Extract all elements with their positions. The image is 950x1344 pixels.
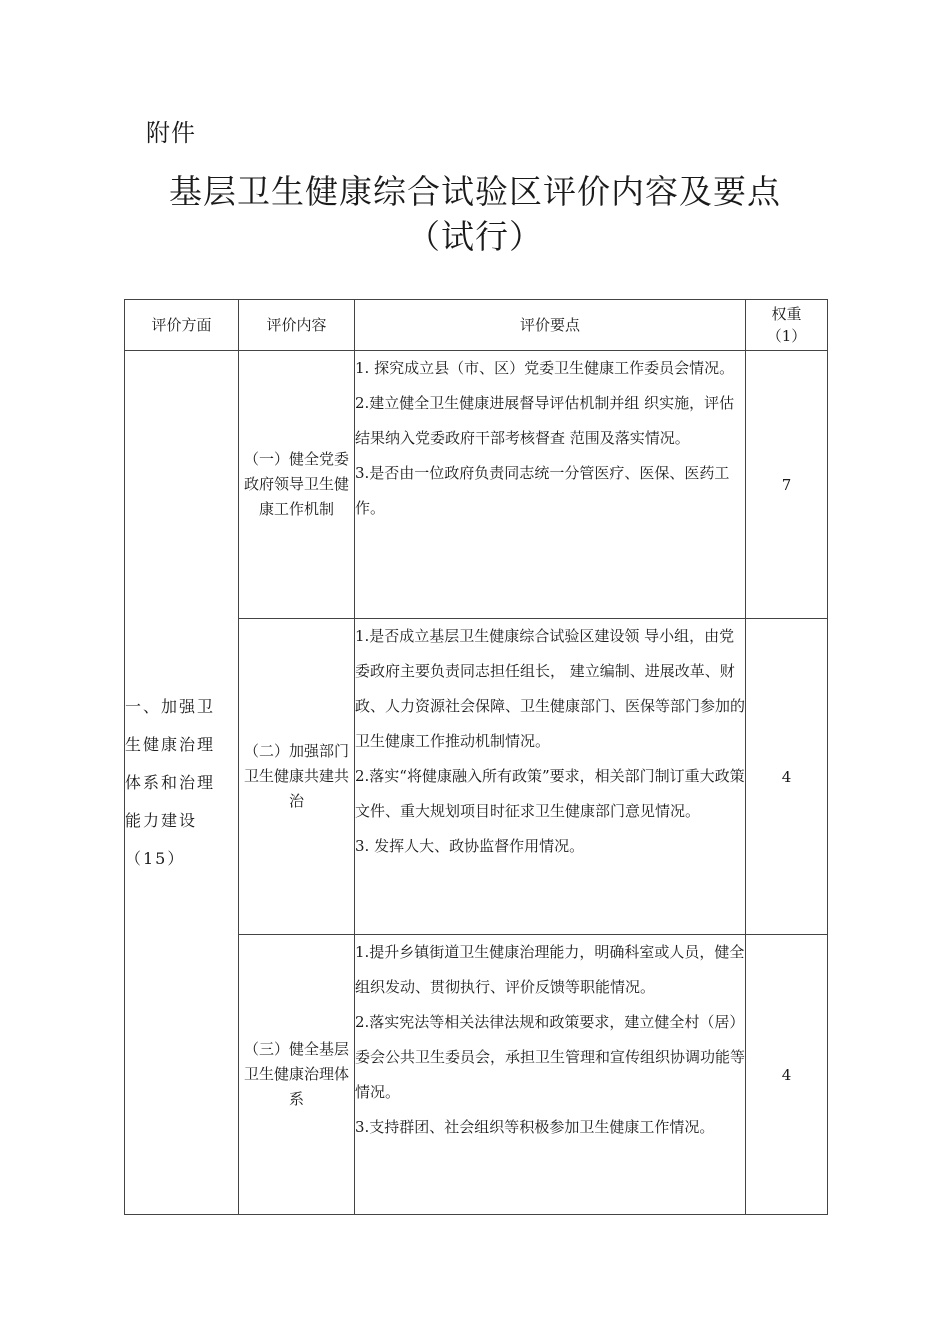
point-item: 3.是否由一位政府负责同志统一分管医疗、医保、医药工作。 [355, 464, 730, 517]
aspect-line: 生健康治理 [125, 734, 216, 754]
points-cell [355, 351, 746, 619]
header-weight [746, 300, 828, 351]
aspect-line: 一、加强卫 [125, 696, 216, 716]
aspect-weight: （15） [125, 848, 186, 868]
evaluation-table [124, 299, 828, 1215]
content-cell: （二）加强部门卫生健康共建共治 [239, 619, 355, 935]
aspect-line: 体系和治理 [125, 772, 216, 792]
header-content: 评价内容 [239, 300, 355, 351]
point-item: 1.是否成立基层卫生健康综合试验区建设领 导小组，由党委政府主要负责同志担任组长， 建立编制、进展改革、财政、人力资源社会保障、卫生健康部门、医保等部门参加的卫生健康工作推动机制情况。 [355, 627, 746, 750]
points-cell [355, 935, 746, 1215]
header-points: 评价要点 [355, 300, 746, 351]
weight-cell: 4 [746, 619, 828, 935]
point-item: 3. 发挥人大、政协监督作用情况。 [355, 837, 585, 855]
point-item: 2.落实“将健康融入所有政策”要求，相关部门制订重大政策文件、重大规划项目时征求卫生健康部门意见情况。 [355, 767, 745, 820]
weight-cell: 7 [746, 351, 828, 619]
document-title: 基层卫生健康综合试验区评价内容及要点 [169, 172, 781, 211]
content-cell: （三）健全基层卫生健康治理体系 [239, 935, 355, 1215]
point-item: 1.提升乡镇街道卫生健康治理能力，明确科室或人员，健全组织发动、贯彻执行、评价反馈等职能情况。 [355, 943, 745, 996]
point-item: 3.支持群团、社会组织等积极参加卫生健康工作情况。 [355, 1118, 715, 1136]
table-row [125, 351, 828, 619]
points-cell [355, 619, 746, 935]
header-aspect: 评价方面 [125, 300, 239, 351]
content-cell: （一）健全党委政府领导卫生健康工作机制 [239, 351, 355, 619]
header-weight-label: 权重 [771, 305, 802, 323]
table-header-row [125, 300, 828, 351]
header-weight-unit: （1） [766, 327, 807, 345]
point-item: 1. 探究成立县（市、区）党委卫生健康工作委员会情况。 [355, 359, 735, 377]
weight-cell: 4 [746, 935, 828, 1215]
aspect-line: 能力建设 [125, 810, 198, 830]
aspect-cell [125, 351, 239, 1215]
document-subtitle: （试行） [407, 217, 543, 256]
point-item: 2.建立健全卫生健康进展督导评估机制并组 织实施，评估结果纳入党委政府干部考核督查 范围及落实情况。 [355, 394, 735, 447]
attachment-label: 附件 [146, 119, 196, 147]
point-item: 2.落实宪法等相关法律法规和政策要求，建立健全村（居）委会公共卫生委员会，承担卫生管理和宣传组织协调功能等情况。 [355, 1013, 746, 1101]
